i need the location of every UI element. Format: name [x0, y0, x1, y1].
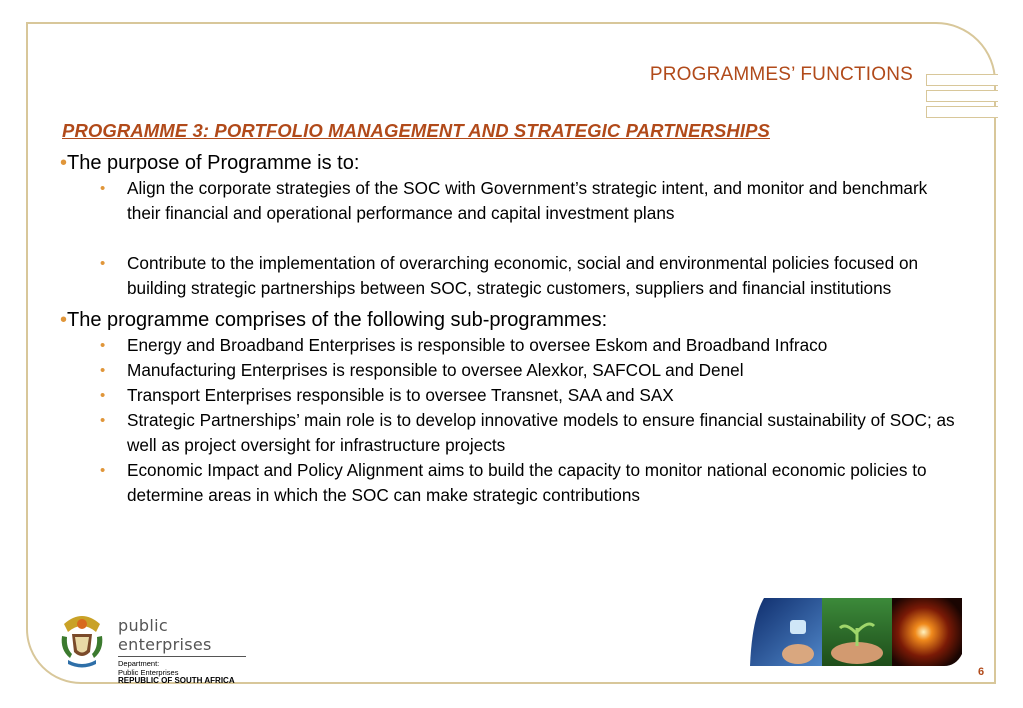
bullet-icon: • [100, 462, 106, 479]
decorative-bars [926, 74, 998, 122]
bullet-icon: • [100, 337, 106, 354]
list-item: • Contribute to the implementation of overarching economic, social and environmental policies focused on building strategic partnerships between SOC, strategic customers, suppliers and financial institutions [100, 253, 919, 298]
slide-content [60, 150, 960, 508]
department-line: Public Enterprises [118, 667, 179, 677]
divider [118, 656, 246, 657]
programme-title: PROGRAMME 3: PORTFOLIO MANAGEMENT AND STRATEGIC PARTNERSHIPS [62, 120, 770, 141]
list-item: • Manufacturing Enterprises is responsible to oversee Alexkor, SAFCOL and Denel [60, 358, 960, 383]
bullet-icon: • [100, 255, 106, 272]
department-line: REPUBLIC OF SOUTH AFRICA [118, 676, 235, 685]
list-item: • Transport Enterprises responsible is to oversee Transnet, SAA and SAX [60, 383, 960, 408]
section-heading: •The programme comprises of the following sub-programmes: [60, 309, 608, 331]
list-item: • Strategic Partnerships’ main role is to develop innovative models to ensure financial sustainability of SOC; as well as project oversight for infrastructure projects [100, 410, 955, 455]
bullet-icon: • [100, 362, 106, 379]
puzzle-piece-icon [790, 620, 806, 634]
slide-header-title: PROGRAMMES’ FUNCTIONS [649, 64, 913, 85]
footer-photo-strip [750, 598, 962, 666]
energy-photo [892, 598, 962, 666]
coat-of-arms-icon [58, 610, 106, 670]
list-item: • Energy and Broadband Enterprises is responsible to oversee Eskom and Broadband Infraco [60, 333, 960, 358]
list-item: • Align the corporate strategies of the SOC with Government’s strategic intent, and monitor and benchmark their financial and operational performance and capital investment plans [100, 178, 928, 223]
list-item: • Economic Impact and Policy Alignment aims to build the capacity to monitor national economic policies to determine areas in which the SOC can make strategic contributions [100, 460, 927, 505]
bullet-icon: • [100, 412, 106, 429]
bullet-icon: • [100, 180, 106, 197]
section-heading: •The purpose of Programme is to: [60, 152, 360, 174]
logo-wordmark: public enterprises [118, 616, 212, 654]
hand-icon [782, 644, 814, 664]
department-logo [58, 610, 258, 685]
department-line: Department: [118, 659, 160, 668]
page-number: 6 [978, 666, 985, 678]
bullet-icon: • [100, 387, 106, 404]
bullet-icon: • [60, 152, 68, 174]
bullet-icon: • [60, 309, 68, 331]
